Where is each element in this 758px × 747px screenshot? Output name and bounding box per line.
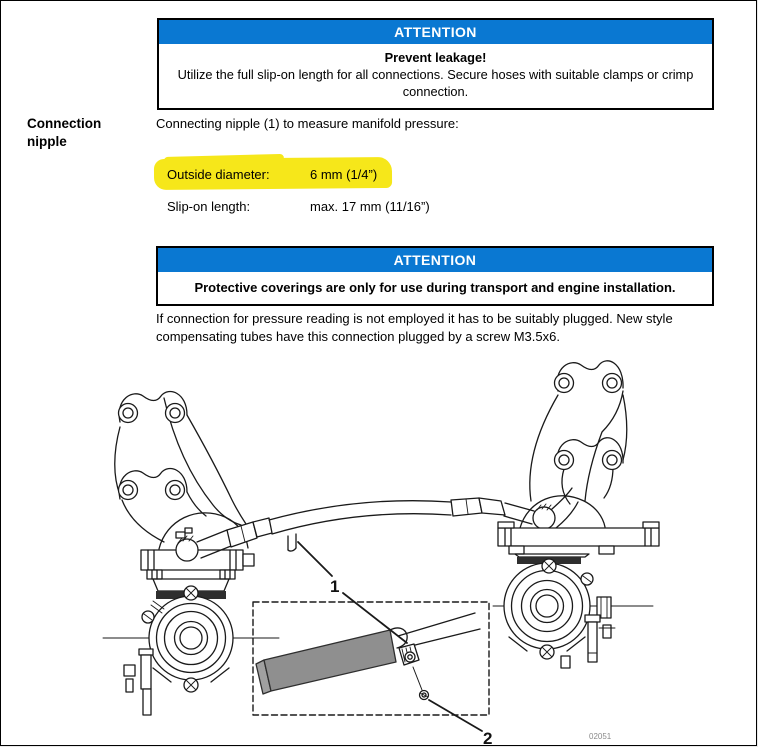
- connection-nipple: [288, 534, 296, 550]
- right-housing-circle: [504, 563, 590, 649]
- callout-1-label: 1: [330, 577, 340, 596]
- attention-box-2: [156, 246, 714, 306]
- section-intro: Connecting nipple (1) to measure manifold pressure:: [156, 116, 459, 131]
- attention-header: ATTENTION: [159, 20, 712, 44]
- callout-1-leader-a: [298, 542, 332, 576]
- figure-number: 02051: [589, 732, 612, 741]
- body-paragraph: If connection for pressure reading is not employed it has to be suitably plugged. New style compensating tubes have this connection plugged by a screw M3.5x6.: [156, 311, 673, 344]
- section-side-label: Connection nipple: [27, 116, 102, 149]
- spec-value-slip-on-length: max. 17 mm (11/16”): [310, 199, 430, 214]
- protective-covering: [264, 630, 396, 691]
- callout-2-label: 2: [483, 729, 493, 745]
- spec-label-outside-diameter: Outside diameter:: [167, 167, 270, 182]
- left-hose-clamp: [176, 539, 198, 561]
- attention-header: ATTENTION: [158, 248, 712, 272]
- figure-technical-drawing: [1, 358, 756, 745]
- right-hose-clamp: [533, 507, 555, 529]
- spec-value-outside-diameter: 6 mm (1/4”): [310, 167, 378, 182]
- spec-label-slip-on-length: Slip-on length:: [167, 199, 251, 214]
- attention-box-1: [157, 18, 714, 110]
- attention-text: Utilize the full slip-on length for all connections. Secure hoses with suitable clamps or crimp connection.: [177, 67, 694, 99]
- left-housing-circle: [149, 596, 233, 680]
- attention-text: Protective coverings are only for use during transport and engine installation.: [194, 280, 676, 295]
- attention-title: Prevent leakage!: [384, 50, 487, 65]
- attention-body: [159, 44, 712, 108]
